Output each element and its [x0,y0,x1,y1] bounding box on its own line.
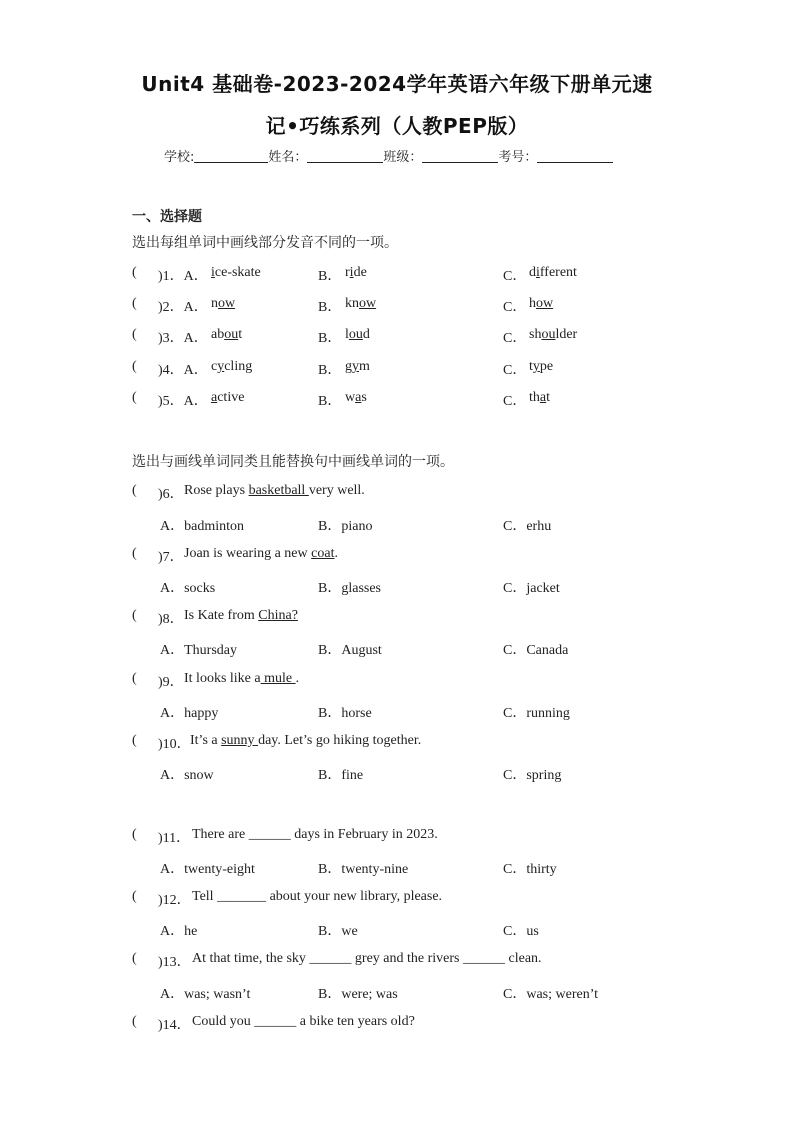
question-row [0,327,794,347]
answer-paren[interactable]: ( [132,390,137,405]
answer-paren[interactable]: ( [132,889,137,904]
question-row [0,296,794,316]
instruction-pronunciation: 选出每组单词中画线部分发音不同的一项。 [132,235,398,251]
option-b-word: ride [345,265,367,280]
option-b-word: gym [345,359,370,374]
option-a[interactable]: A．happy [160,706,219,721]
name-blank[interactable] [307,150,383,163]
answer-paren[interactable]: ( [132,608,137,623]
option-c-word: that [529,390,550,405]
options-row [0,515,794,535]
option-c[interactable]: C．jacket [503,581,560,596]
option-c-label: C． [503,331,527,346]
answer-paren[interactable]: ( [132,483,137,498]
question-number: )7． [158,550,184,565]
option-b[interactable]: B．glasses [318,581,381,596]
question-number: )2．A． [158,300,208,315]
option-b[interactable]: B．we [318,924,358,939]
name-label: 姓名： [268,150,308,165]
question-number: )9． [158,675,184,690]
options-row [0,920,794,940]
answer-paren[interactable]: ( [132,359,137,374]
option-c-word: type [529,359,554,374]
option-b-label: B． [318,394,342,409]
class-blank[interactable] [422,150,498,163]
question-number: )1．A． [158,269,208,284]
question-text: It looks like a mule . [184,671,300,686]
page-title-line2: 记•巧练系列（人教PEP版） [265,114,529,138]
answer-paren[interactable]: ( [132,671,137,686]
options-row [0,702,794,722]
question-row [0,951,794,971]
option-c-label: C． [503,269,527,284]
option-c[interactable]: C．thirty [503,862,557,877]
option-c[interactable]: C．Canada [503,643,569,658]
question-row [0,390,794,410]
option-a[interactable]: A．socks [160,581,216,596]
question-row [0,546,794,566]
options-row [0,639,794,659]
question-text: There are ______ days in February in 2023. [192,827,438,842]
school-label: 学校: [164,150,195,165]
option-a-word: active [211,390,245,405]
option-b-label: B． [318,363,342,378]
question-row [0,733,794,753]
question-row [0,265,794,285]
question-row [0,889,794,909]
option-b-word: was [345,390,367,405]
option-a-word: about [211,327,243,342]
option-b-label: B． [318,331,342,346]
question-text: Joan is wearing a new coat. [184,546,338,561]
options-row [0,577,794,597]
option-b-word: loud [345,327,370,342]
question-number: )13． [158,955,191,970]
question-row [0,671,794,691]
option-a-word: cycling [211,359,253,374]
option-c[interactable]: C．running [503,706,570,721]
question-number: )10． [158,737,191,752]
option-b-label: B． [318,269,342,284]
option-c-label: C． [503,394,527,409]
question-row [0,359,794,379]
instruction-substitution: 选出与画线单词同类且能替换句中画线单词的一项。 [132,454,454,470]
question-number: )5．A． [158,394,208,409]
option-b[interactable]: B．fine [318,768,364,783]
option-a[interactable]: A．Thursday [160,643,237,658]
question-number: )14． [158,1018,191,1033]
option-c-label: C． [503,300,527,315]
option-a-word: now [211,296,236,311]
question-text: Tell _______ about your new library, please. [192,889,443,904]
question-text: It’s a sunny day. Let’s go hiking together. [190,733,422,748]
question-row [0,827,794,847]
answer-paren[interactable]: ( [132,265,137,280]
option-c-word: different [529,265,577,280]
answer-paren[interactable]: ( [132,951,137,966]
options-row [0,858,794,878]
option-b[interactable]: B．horse [318,706,372,721]
answer-paren[interactable]: ( [132,296,137,311]
answer-paren[interactable]: ( [132,733,137,748]
options-row [0,983,794,1003]
option-b-label: B． [318,300,342,315]
question-text: Could you ______ a bike ten years old? [192,1014,415,1029]
question-number: )12． [158,893,191,908]
question-text: Is Kate from China? [184,608,298,623]
options-row [0,764,794,784]
student-info-line [164,146,613,165]
option-c[interactable]: C．us [503,924,539,939]
option-b[interactable]: B．August [318,643,382,658]
question-number: )4．A． [158,363,208,378]
number-blank[interactable] [537,150,613,163]
option-c-word: how [529,296,554,311]
class-label: 班级： [383,150,423,165]
question-row [0,608,794,628]
option-a[interactable]: A．snow [160,768,214,783]
question-row [0,1014,794,1034]
option-c[interactable]: C．erhu [503,519,552,534]
question-number: )11． [158,831,191,846]
option-c[interactable]: C．was; weren’t [503,987,598,1002]
option-a[interactable]: A．twenty-eight [160,862,255,877]
number-label: 考号： [498,150,538,165]
option-a-word: ice-skate [211,265,261,280]
option-c[interactable]: C．spring [503,768,562,783]
option-b-word: know [345,296,377,311]
option-a[interactable]: A．badminton [160,519,244,534]
school-blank[interactable] [194,150,268,163]
answer-paren[interactable]: ( [132,546,137,561]
question-number: )6． [158,487,184,502]
option-c-word: shoulder [529,327,578,342]
option-b[interactable]: B．twenty-nine [318,862,409,877]
question-text: At that time, the sky ______ grey and the rivers ______ clean. [192,951,542,966]
question-number: )8． [158,612,184,627]
answer-paren[interactable]: ( [132,1014,137,1029]
question-row [0,483,794,503]
question-text: Rose plays basketball very well. [184,483,365,498]
question-number: )3．A． [158,331,208,346]
option-a[interactable]: A．was; wasn’t [160,987,251,1002]
page-title: Unit4 基础卷-2023-2024学年英语六年级下册单元速 [141,72,653,96]
option-b[interactable]: B．were; was [318,987,398,1002]
option-b[interactable]: B．piano [318,519,373,534]
answer-paren[interactable]: ( [132,327,137,342]
answer-paren[interactable]: ( [132,827,137,842]
option-a[interactable]: A．he [160,924,198,939]
option-c-label: C． [503,363,527,378]
section-heading: 一、选择题 [132,209,202,225]
